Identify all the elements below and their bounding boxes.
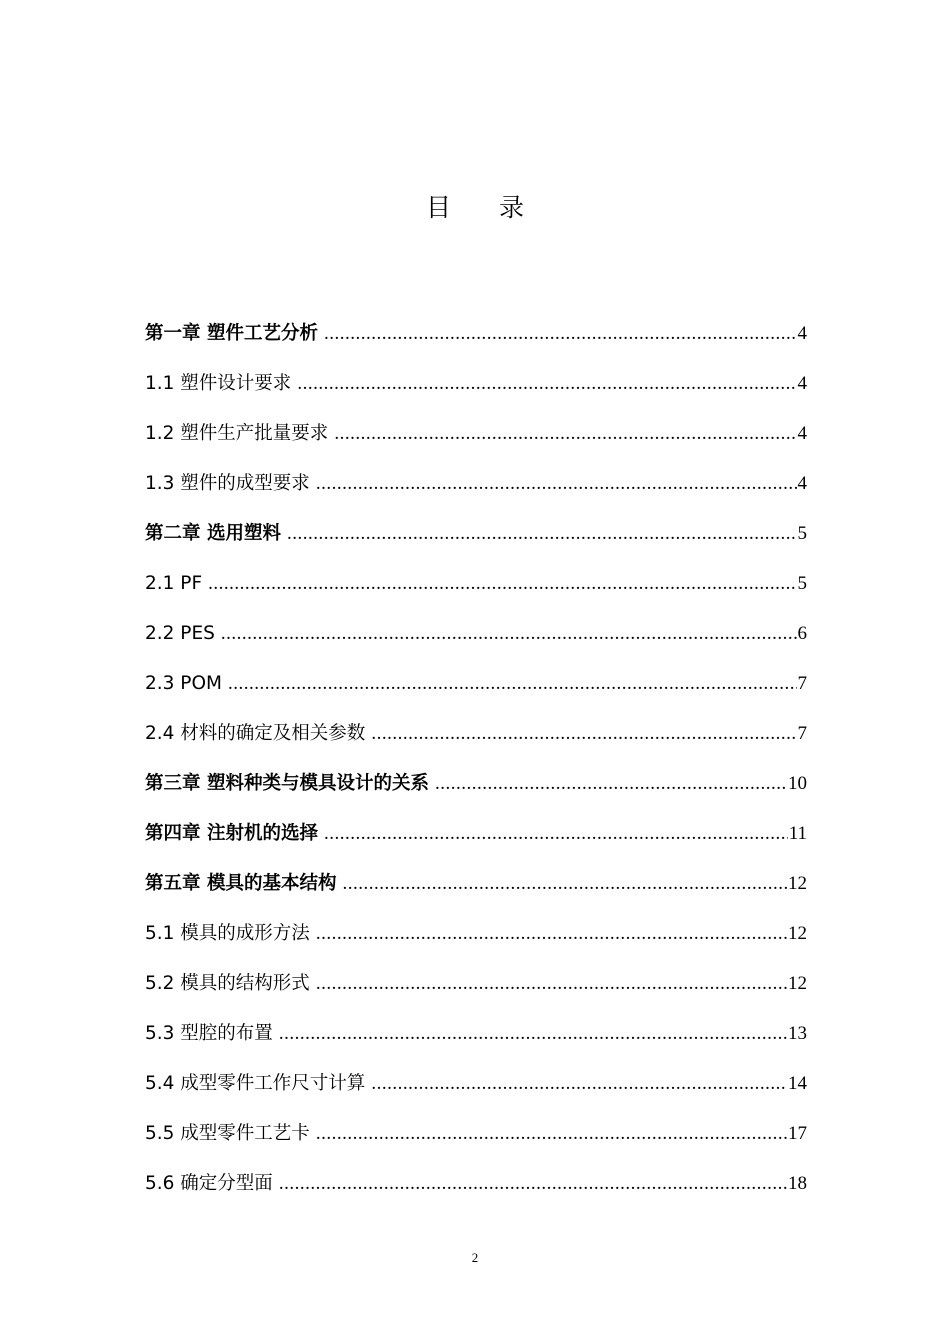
- toc-entry[interactable]: [145, 414, 807, 464]
- page-number: 2: [471, 1250, 479, 1265]
- toc-entry[interactable]: [145, 1064, 807, 1114]
- toc-entry-page: 4: [797, 323, 807, 344]
- toc-entry-page: 4: [797, 373, 807, 394]
- toc-entry-label: 5.3 型腔的布置: [145, 1023, 273, 1044]
- toc-entry-page: 12: [788, 973, 807, 994]
- toc-entry-page: 10: [788, 773, 807, 794]
- toc-entry-page: 11: [788, 823, 807, 844]
- toc-leader-dots: [287, 514, 797, 554]
- toc-leader-dots: [371, 714, 796, 754]
- toc-entry[interactable]: [145, 814, 807, 864]
- toc-leader-dots: [297, 364, 796, 404]
- toc-entry[interactable]: [145, 1114, 807, 1164]
- toc-entry[interactable]: [145, 364, 807, 414]
- toc-leader-dots: [334, 414, 796, 454]
- toc-leader-dots: [371, 1064, 787, 1104]
- toc-entry-label: 2.1 PF: [145, 573, 203, 594]
- toc-entry-label: 第二章 选用塑料: [145, 523, 281, 544]
- toc-leader-dots: [324, 814, 788, 854]
- toc-leader-dots: [316, 964, 787, 1004]
- toc-entry[interactable]: [145, 764, 807, 814]
- toc-leader-dots: [342, 864, 787, 904]
- toc-entry-label: 第四章 注射机的选择: [145, 823, 318, 844]
- toc-entry[interactable]: [145, 464, 807, 514]
- toc-entry-label: 2.3 POM: [145, 673, 222, 694]
- toc-entry-label: 5.6 确定分型面: [145, 1173, 273, 1194]
- toc-entry[interactable]: [145, 864, 807, 914]
- toc-entry[interactable]: [145, 1164, 807, 1214]
- toc-entry-page: 6: [797, 623, 807, 644]
- toc-entry-page: 17: [788, 1123, 807, 1144]
- toc-entry[interactable]: [145, 514, 807, 564]
- toc-entry-label: 5.5 成型零件工艺卡: [145, 1123, 310, 1144]
- toc-entry[interactable]: [145, 714, 807, 764]
- toc-entry-label: 5.2 模具的结构形式: [145, 973, 310, 994]
- toc-entry[interactable]: [145, 614, 807, 664]
- toc-leader-dots: [208, 564, 796, 604]
- toc-entry-page: 5: [797, 523, 807, 544]
- toc-entry-page: 7: [797, 673, 807, 694]
- toc-leader-dots: [316, 464, 797, 504]
- toc-entry[interactable]: [145, 914, 807, 964]
- toc-entry-label: 第三章 塑料种类与模具设计的关系: [145, 773, 429, 794]
- toc-entry[interactable]: [145, 314, 807, 364]
- toc-leader-dots: [324, 314, 797, 354]
- toc-entry-label: 5.4 成型零件工作尺寸计算: [145, 1073, 366, 1094]
- toc-entry-label: 1.2 塑件生产批量要求: [145, 423, 329, 444]
- toc-leader-dots: [316, 914, 787, 954]
- toc-leader-dots: [221, 614, 797, 654]
- toc-entry-label: 2.4 材料的确定及相关参数: [145, 723, 366, 744]
- toc-leader-dots: [435, 764, 787, 804]
- toc-entry-page: 13: [788, 1023, 807, 1044]
- toc-entry-page: 4: [797, 423, 807, 444]
- toc-title: 目录: [425, 193, 572, 222]
- toc-entry-page: 14: [788, 1073, 807, 1094]
- toc-entry-page: 4: [797, 473, 807, 494]
- toc-leader-dots: [279, 1164, 787, 1204]
- toc-leader-dots: [228, 664, 797, 704]
- toc-entry[interactable]: [145, 564, 807, 614]
- toc-entry-label: 5.1 模具的成形方法: [145, 923, 310, 944]
- toc-entry-page: 12: [788, 923, 807, 944]
- toc-entry-label: 2.2 PES: [145, 623, 215, 644]
- toc-entry[interactable]: [145, 964, 807, 1014]
- toc-entry-page: 7: [797, 723, 807, 744]
- toc-entry-page: 12: [788, 873, 807, 894]
- toc-entry[interactable]: [145, 1014, 807, 1064]
- toc-entry-page: 5: [797, 573, 807, 594]
- toc-entry[interactable]: [145, 664, 807, 714]
- toc-entry-label: 第五章 模具的基本结构: [145, 873, 337, 894]
- toc-entry-label: 第一章 塑件工艺分析: [145, 323, 318, 344]
- toc-entry-label: 1.1 塑件设计要求: [145, 373, 292, 394]
- table-of-contents: [145, 314, 807, 1214]
- toc-leader-dots: [316, 1114, 787, 1154]
- toc-entry-label: 1.3 塑件的成型要求: [145, 473, 310, 494]
- toc-entry-page: 18: [788, 1173, 807, 1194]
- toc-leader-dots: [279, 1014, 787, 1054]
